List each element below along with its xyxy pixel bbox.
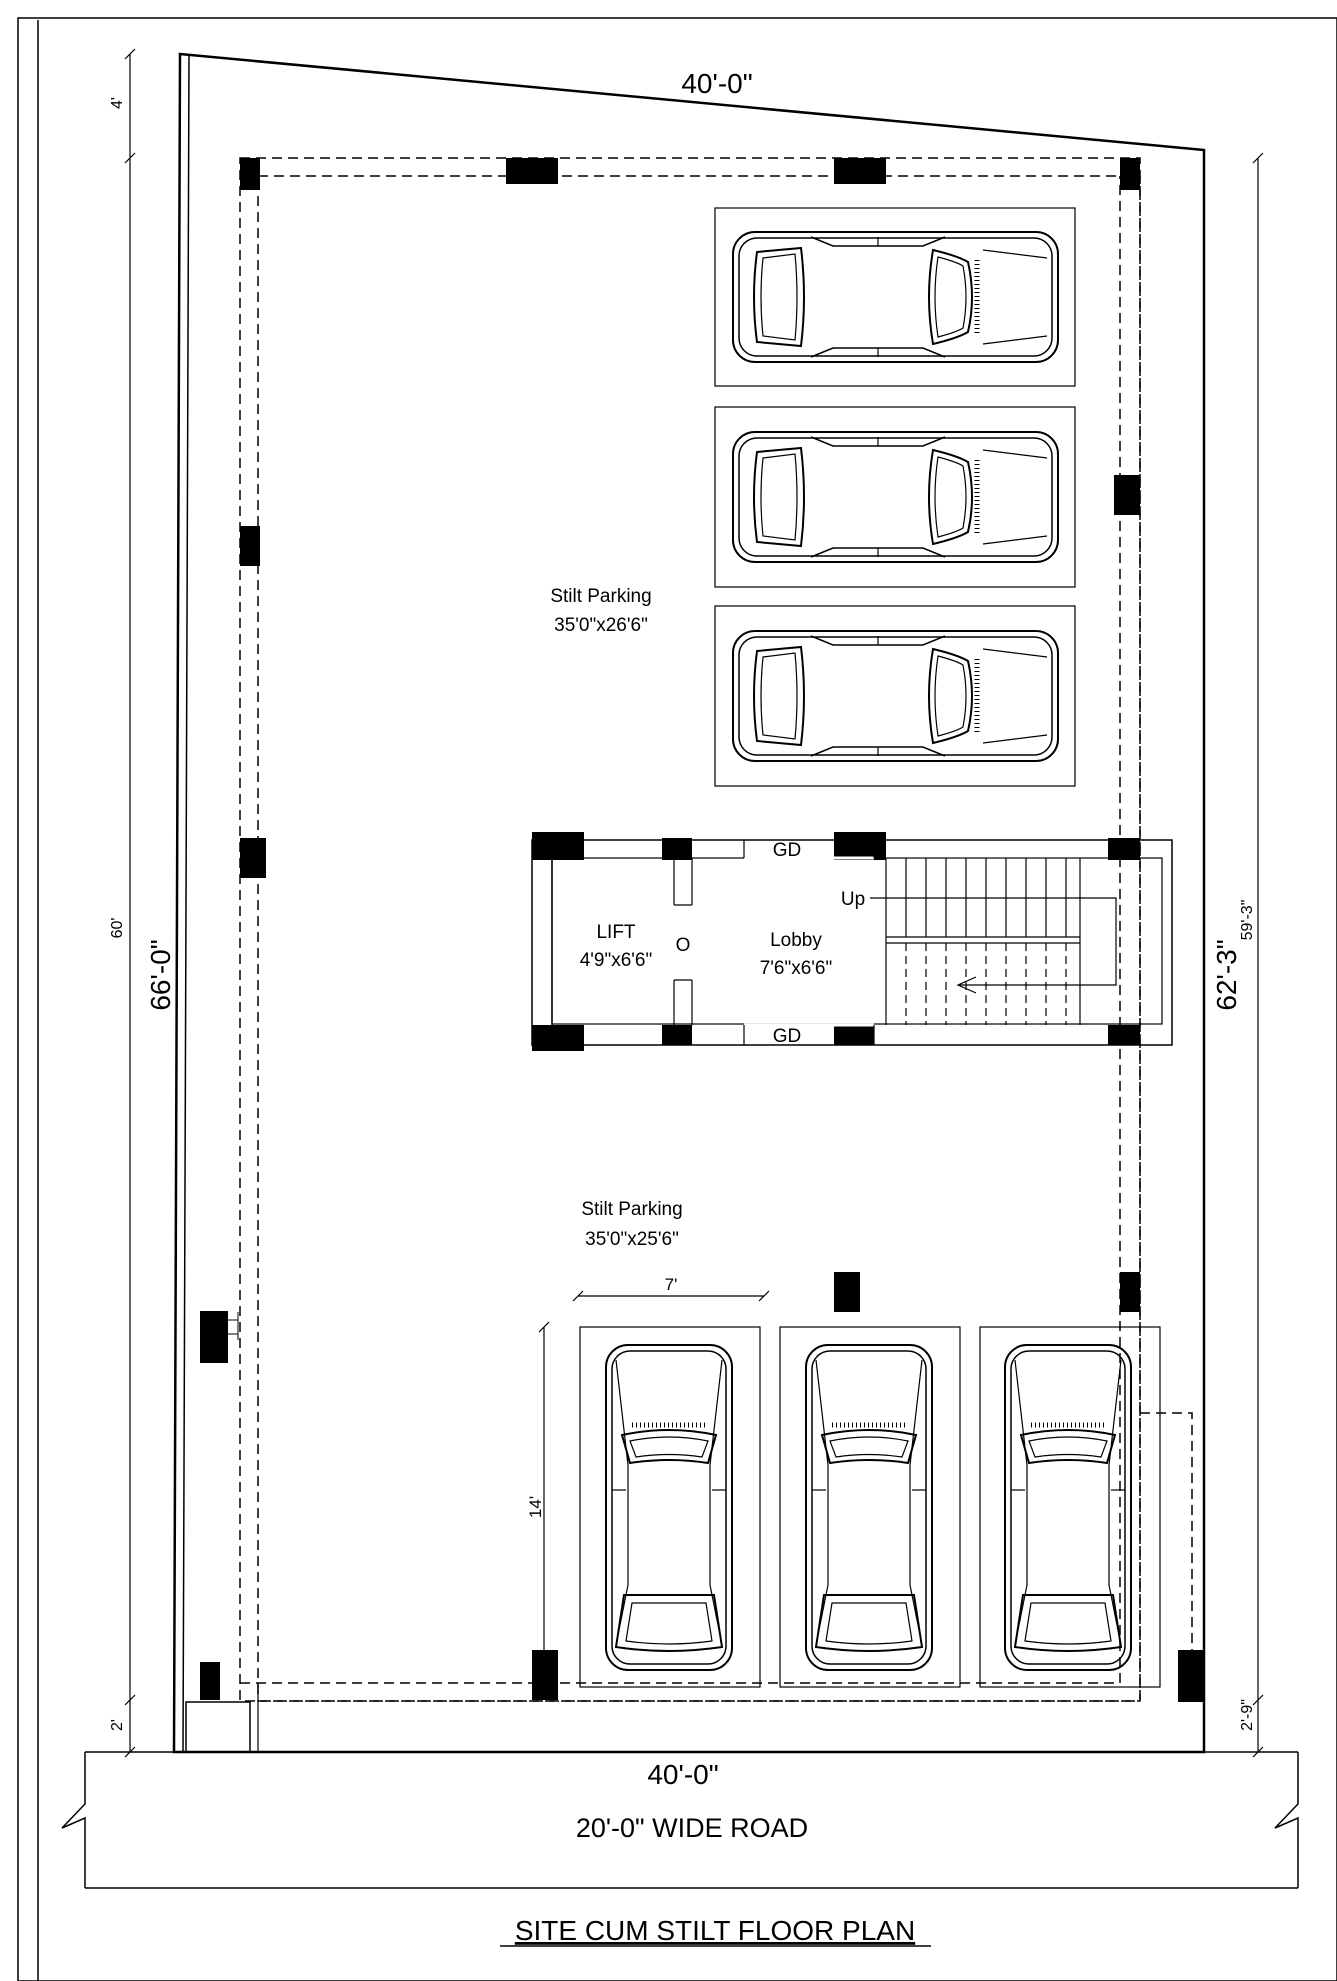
left-bottom-dimension: 2' xyxy=(109,1719,126,1731)
lobby-name: Lobby xyxy=(770,930,822,951)
car-icon xyxy=(733,232,1058,362)
left-main-dimension: 60' xyxy=(109,917,126,939)
lift-name: LIFT xyxy=(596,922,636,943)
lift-size: 4'9"x6'6" xyxy=(579,950,653,971)
parking-bottom-name: Stilt Parking xyxy=(581,1199,683,1220)
stair-up-label: Up xyxy=(840,889,866,910)
parking-bays-bottom xyxy=(580,1327,1192,1700)
road-label: 20'-0" WIDE ROAD xyxy=(575,1813,809,1843)
parking-top-name: Stilt Parking xyxy=(550,586,652,607)
car-icon xyxy=(806,1345,932,1670)
lobby-size: 7'6"x6'6" xyxy=(759,958,833,979)
left-top-dimension: 4' xyxy=(109,97,126,109)
car-icon xyxy=(733,432,1058,562)
drawing-title: SITE CUM STILT FLOOR PLAN xyxy=(514,1915,916,1946)
door-bottom-label: GD xyxy=(772,1026,802,1047)
parking-bays-top xyxy=(715,208,1075,786)
parking-bottom-size: 35'0"x25'6" xyxy=(585,1229,679,1250)
lift-door-label: O xyxy=(675,935,691,956)
car-length-dimension: 14' xyxy=(526,1495,545,1519)
dimension-lines xyxy=(125,49,1263,1757)
car-icon xyxy=(1005,1345,1131,1670)
parking-top-size: 35'0"x26'6" xyxy=(554,615,648,636)
entrance-gate xyxy=(186,1683,258,1752)
top-width-dimension: 40'-0" xyxy=(681,68,753,99)
car-icon xyxy=(733,631,1058,761)
bottom-width-dimension: 40'-0" xyxy=(647,1759,719,1790)
left-overall-dimension: 66'-0" xyxy=(145,939,176,1011)
columns xyxy=(200,158,1204,1702)
car-icon xyxy=(606,1345,732,1670)
right-bottom-dimension: 2'-9" xyxy=(1239,1699,1256,1731)
right-main-dimension: 59'-3" xyxy=(1239,899,1256,941)
car-width-dimension: 7' xyxy=(664,1275,678,1294)
right-overall-dimension: 62'-3" xyxy=(1211,939,1242,1011)
door-top-label: GD xyxy=(772,840,802,861)
plot-boundary xyxy=(174,54,1204,1752)
staircase xyxy=(870,858,1116,1025)
